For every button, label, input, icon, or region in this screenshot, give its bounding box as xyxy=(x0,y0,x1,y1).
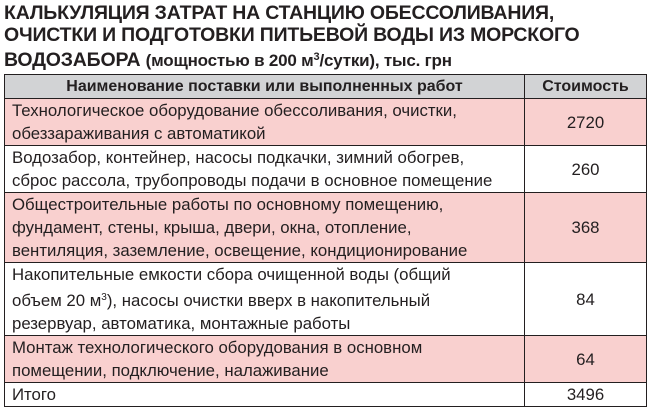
row-4-line-3: резервуар, автоматика, монтажные работы xyxy=(12,314,351,333)
row-4-line-2-pre: объем 20 м xyxy=(12,291,102,310)
row-1-line-2: обеззараживания с автоматикой xyxy=(12,124,266,143)
title-line-3-main: ВОДОЗАБОРА xyxy=(4,49,141,71)
row-4-line-1: Накопительные емкости сбора очищенной воды (общий xyxy=(12,265,451,284)
title-capacity xyxy=(146,51,452,70)
row-3-description xyxy=(5,193,525,263)
table-row xyxy=(5,263,647,336)
total-label-text: Итого xyxy=(12,385,56,404)
table-row xyxy=(5,193,647,263)
cost-table xyxy=(4,74,647,407)
row-4-description xyxy=(5,263,525,336)
title-capacity-pre: (мощностью в 200 м xyxy=(145,51,314,70)
title-line-3 xyxy=(4,46,646,72)
row-1-cost: 2720 xyxy=(525,99,647,146)
title-capacity-sup: 3 xyxy=(313,51,320,63)
row-1-description xyxy=(5,99,525,146)
total-label xyxy=(5,383,525,407)
table-header-row xyxy=(5,75,647,99)
row-5-line-2: помещении, подключение, налаживание xyxy=(12,361,329,380)
table-row xyxy=(5,99,647,146)
row-5-cost: 64 xyxy=(525,336,647,383)
row-3-cost: 368 xyxy=(525,193,647,263)
title-line-2: ОЧИСТКИ И ПОДГОТОВКИ ПИТЬЕВОЙ ВОДЫ ИЗ МОРСКОГО xyxy=(4,24,580,46)
document-title xyxy=(4,2,646,72)
row-4-line-2-post: ), насосы очистки вверх в накопительный xyxy=(106,291,431,310)
title-line-1: КАЛЬКУЛЯЦИЯ ЗАТРАТ НА СТАНЦИЮ ОБЕССОЛИВАНИЯ, xyxy=(4,2,555,24)
row-1-line-1: Технологическое оборудование обессоливания, очистки, xyxy=(12,101,457,120)
table-row xyxy=(5,146,647,193)
table-total-row xyxy=(5,383,647,407)
row-4-cost: 84 xyxy=(525,263,647,336)
row-3-line-3: вентиляция, заземление, освещение, кондиционирование xyxy=(12,241,468,260)
row-5-description xyxy=(5,336,525,383)
row-2-description xyxy=(5,146,525,193)
title-capacity-post: /сутки), тыс. грн xyxy=(319,51,452,70)
table-row xyxy=(5,336,647,383)
total-cost: 3496 xyxy=(525,383,647,407)
row-2-line-2: сброс рассола, трубопроводы подачи в основное помещение xyxy=(12,171,493,190)
header-item-name: Наименование поставки или выполненных работ xyxy=(5,75,525,99)
row-4-line-2-sup: 3 xyxy=(101,292,107,303)
row-2-line-1: Водозабор, контейнер, насосы подкачки, зимний обогрев, xyxy=(12,148,465,167)
header-cost: Стоимость xyxy=(525,75,647,99)
row-3-line-2: фундамент, стены, крыша, двери, окна, отопление, xyxy=(12,218,412,237)
row-4-line-2 xyxy=(12,286,520,312)
row-5-line-1: Монтаж технологического оборудования в основном xyxy=(12,338,423,357)
row-2-cost: 260 xyxy=(525,146,647,193)
row-3-line-1: Общестроительные работы по основному помещению, xyxy=(12,195,444,214)
